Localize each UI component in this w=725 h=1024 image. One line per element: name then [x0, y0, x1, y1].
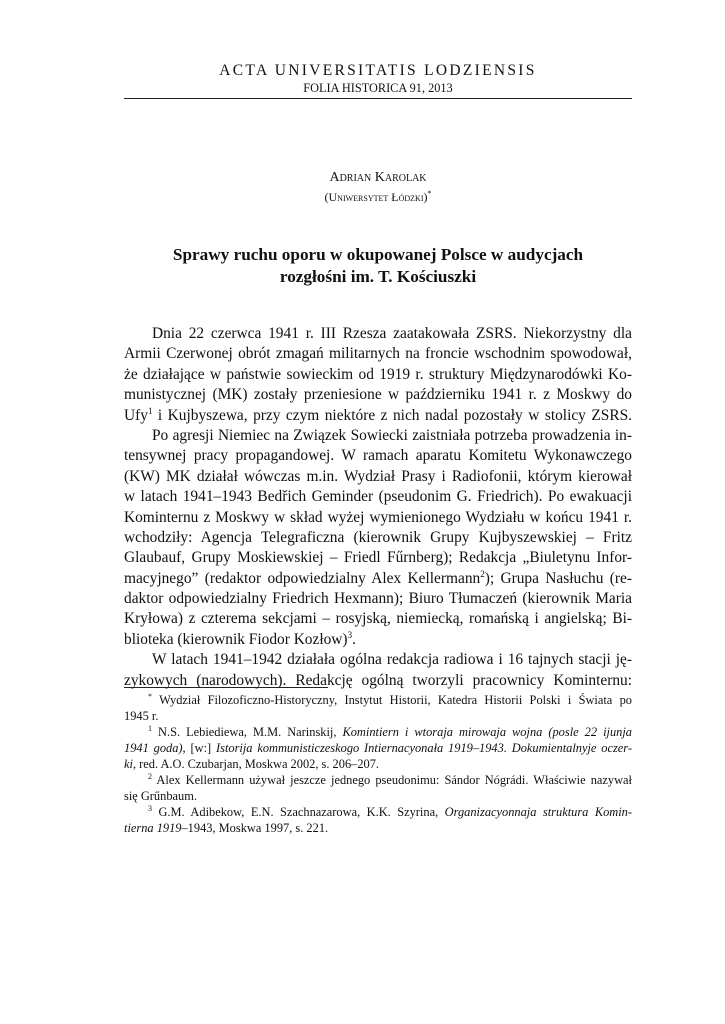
body-line: (KW) MK działał wówczas m.in. Wydział Prasy i Radiofonii, którym kierował: [124, 467, 632, 485]
footnote-italic: Komintiern i wtoraja mirowaja wojna (posle 22 ijunja: [342, 725, 632, 739]
footnote-text: , red. A.O. Czubarjan, Moskwa 2002, s. 206–207.: [132, 757, 380, 771]
header-rule: [124, 98, 632, 99]
affiliation-text: (Uniwersytet Łódzki): [324, 190, 428, 204]
footnote-star: [124, 692, 632, 708]
footnote-3: [124, 804, 632, 820]
body-line: munistycznej (MK) zostały przeniesione w październiku 1941 r. z Moskwy do: [124, 386, 632, 404]
footnote-italic: tierna 1919: [124, 821, 182, 835]
body-line: Po agresji Niemiec na Związek Sowiecki zaistniała potrzeba prowadzenia in-: [152, 426, 632, 444]
footnote-line: 1945 r.: [124, 709, 159, 723]
author-name: Adrian Karolak: [329, 170, 427, 185]
footnote-ref-2: 2: [480, 568, 485, 579]
footnote-text: , [w:]: [182, 741, 216, 755]
body-text: ); Grupa Nasłuchu (re-: [484, 569, 632, 587]
title-line-1: Sprawy ruchu oporu w okupowanej Polsce w audycjach: [172, 245, 584, 264]
footnote-text: Wydział Filozoficzno-Historyczny, Instytut Historii, Katedra Historii Polski i Świata po: [152, 693, 632, 707]
body-line: że działające w państwie sowieckim od 1919 r. struktury Międzynarodówki Ko-: [124, 365, 632, 383]
footnotes: [124, 692, 632, 836]
footnote-mark: *: [148, 691, 152, 701]
body-line: Dnia 22 czerwca 1941 r. III Rzesza zaatakowała ZSRS. Niekorzystny dla: [152, 325, 632, 342]
article-title: [150, 244, 606, 288]
affiliation-footnote-mark: *: [427, 189, 432, 198]
footnote-ref-1: 1: [147, 405, 153, 416]
footnote-italic: Istorija kommunisticzeskogo Intiernacyonała 1919–1943. Dokumientalnyje oczer-: [216, 741, 632, 755]
footnote-line: [124, 820, 632, 836]
body-line: Armii Czerwonej obrót zmagań militarnych na froncie wschodnim spowodował,: [124, 345, 632, 363]
body-line: [124, 406, 632, 426]
footnote-rule: [124, 687, 328, 688]
footnote-text: –1943, Moskwa 1997, s. 221.: [181, 821, 329, 835]
footnote-2: [124, 772, 632, 788]
footnote-line: [124, 740, 632, 756]
footnote-text: N.S. Lebiediewa, M.M. Narinskij,: [152, 725, 343, 739]
body-text: Ufy: [124, 406, 148, 424]
body-line: [124, 569, 632, 589]
body-line: w latach 1941–1943 Bedřich Geminder (pseudonim G. Friedrich). Po ewakuacji: [124, 488, 632, 506]
footnote-mark: 1: [148, 723, 152, 733]
footnote-line: się Grűnbaum.: [124, 789, 197, 803]
footnote-italic: ki: [124, 757, 133, 771]
footnote-italic: Organizacyonnaja struktura Komin-: [444, 805, 632, 819]
body-text: i Kujbyszewa, przy czym niektóre z nich nadal pozostały w stolicy ZSRS.: [152, 406, 632, 424]
body-line: tensywnej pracy propagandowej. W ramach aparatu Komitetu Wykonawczego: [124, 447, 632, 465]
footnote-text: Alex Kellermann używał jeszcze jednego pseudonimu: Sándor Nógrádi. Właściwie nazywał: [152, 773, 632, 787]
journal-series: FOLIA HISTORICA 91, 2013: [303, 81, 453, 95]
footnote-1: [124, 724, 632, 740]
footnote-mark: 3: [148, 803, 152, 813]
journal-title: ACTA UNIVERSITATIS LODZIENSIS: [219, 62, 537, 79]
author-affiliation: [124, 190, 632, 205]
body-line: Kominternu z Moskwy w skład wyżej wymienionego Wydziału w końcu 1941 r.: [124, 508, 632, 526]
body-line: Glaubauf, Grupy Moskiewskiej – Friedl Fűrnberg); Redakcja „Biuletynu Infor-: [124, 549, 632, 567]
body-line: Kryłowa) z czterema sekcjami – rosyjską, niemiecką, romańską i angielską; Bi-: [124, 610, 632, 628]
body-line: zykowych (narodowych). Redakcję ogólną tworzyli pracownicy Kominternu:: [124, 671, 632, 689]
footnote-italic: 1941 goda): [124, 741, 183, 755]
body-line: W latach 1941–1942 działała ogólna redakcja radiowa i 16 tajnych stacji ję-: [152, 651, 632, 669]
body-text: macyjnego” (redaktor odpowiedzialny Alex Kellermann: [124, 569, 481, 587]
body-text: .: [352, 630, 356, 648]
footnote-text: G.M. Adibekow, E.N. Szachnazarowa, K.K. Szyrina,: [152, 805, 445, 819]
article-body: [124, 324, 632, 691]
footnote-line: [124, 756, 632, 772]
footnote-mark: 2: [148, 771, 152, 781]
body-text: blioteka (kierownik Fiodor Kozłow): [124, 630, 348, 648]
title-line-2: rozgłośni im. T. Kościuszki: [279, 267, 477, 286]
body-line: daktor odpowiedzialny Friedrich Hexmann); Biuro Tłumaczeń (kierownik Maria: [124, 590, 632, 608]
body-line: [124, 630, 632, 650]
body-line: wchodziły: Agencja Telegraficzna (kierownik Grupy Kujbyszewskiej – Fritz: [124, 528, 632, 546]
footnote-ref-3: 3: [347, 629, 353, 640]
